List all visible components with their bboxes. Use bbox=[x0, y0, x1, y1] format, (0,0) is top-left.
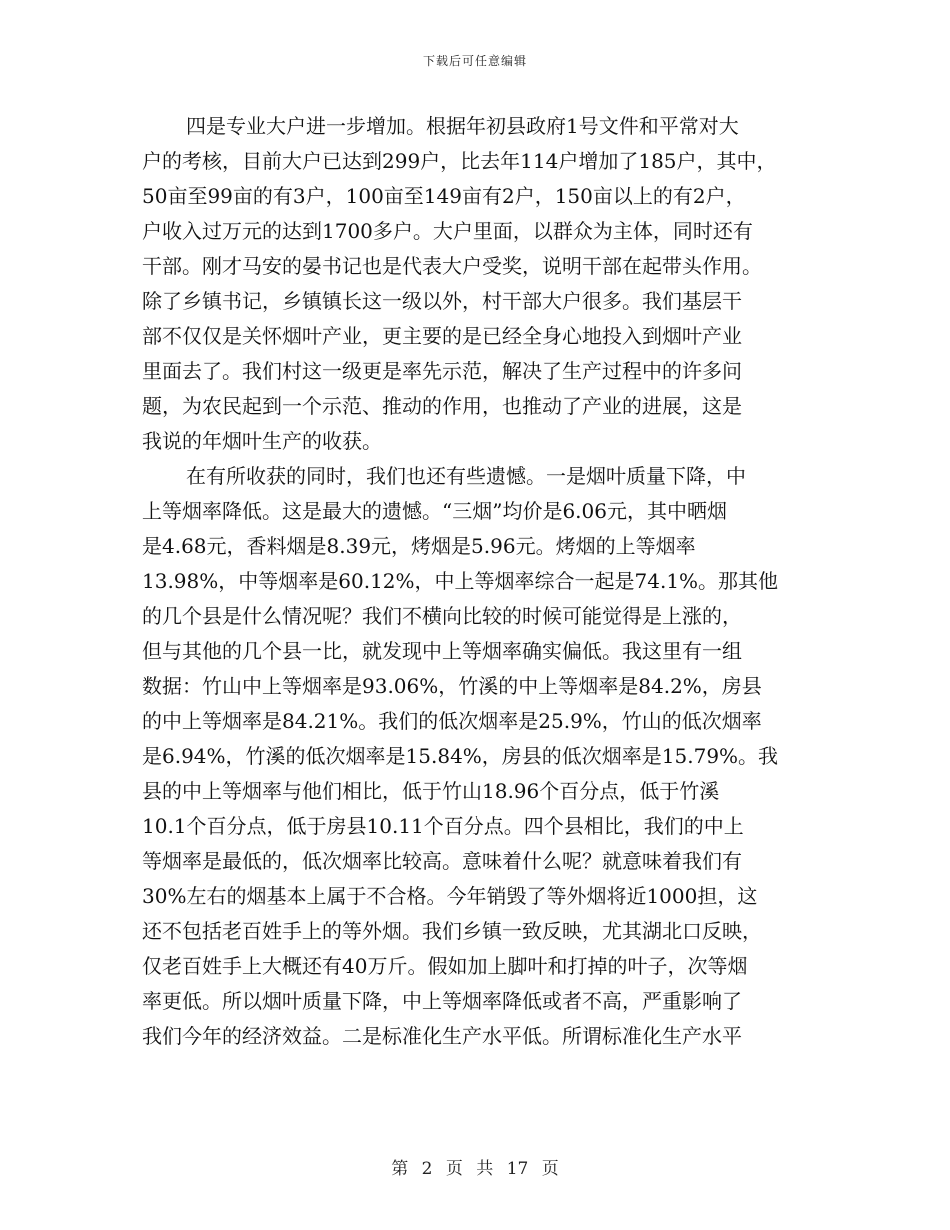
text-line: 题，为农民起到一个示范、推动的作用，也推动了产业的进展，这是 bbox=[142, 394, 742, 418]
text-line: 我说的年烟叶生产的收获。 bbox=[142, 429, 382, 453]
text-line: 部不仅仅是关怀烟叶产业，更主要的是已经全身心地投入到烟叶产业 bbox=[142, 324, 742, 348]
text-line: 仅老百姓手上大概还有40万斤。假如加上脚叶和打掉的叶子，次等烟 bbox=[142, 954, 748, 978]
text-line: 的中上等烟率是84.21%。我们的低次烟率是25.9%，竹山的低次烟率 bbox=[142, 709, 762, 733]
text-line: 上等烟率降低。这是最大的遗憾。“三烟”均价是6.06元，其中晒烟 bbox=[142, 499, 727, 523]
text-line: 是4.68元，香料烟是8.39元，烤烟是5.96元。烤烟的上等烟率 bbox=[142, 534, 696, 558]
text-line: 在有所收获的同时，我们也还有些遗憾。一是烟叶质量下降，中 bbox=[186, 464, 746, 488]
text-line: 干部。刚才马安的晏书记也是代表大户受奖，说明干部在起带头作用。 bbox=[142, 254, 762, 278]
document-body bbox=[142, 109, 832, 1054]
text-line: 率更低。所以烟叶质量下降，中上等烟率降低或者不高，严重影响了 bbox=[142, 989, 742, 1013]
page-number-footer: 第 2 页 共 17 页 bbox=[391, 1159, 559, 1179]
text-line: 除了乡镇书记，乡镇镇长这一级以外，村干部大户很多。我们基层干 bbox=[142, 289, 742, 313]
text-line: 是6.94%，竹溪的低次烟率是15.84%，房县的低次烟率是15.79%。我 bbox=[142, 744, 779, 768]
text-line: 户的考核，目前大户已达到299户，比去年114户增加了185户，其中， bbox=[142, 149, 777, 173]
text-line: 10.1个百分点，低于房县10.11个百分点。四个县相比，我们的中上 bbox=[142, 814, 744, 838]
text-line: 里面去了。我们村这一级更是率先示范，解决了生产过程中的许多问 bbox=[142, 359, 742, 383]
text-line: 50亩至99亩的有3户，100亩至149亩有2户，150亩以上的有2户， bbox=[142, 184, 746, 208]
text-line: 还不包括老百姓手上的等外烟。我们乡镇一致反映，尤其湖北口反映， bbox=[142, 919, 762, 943]
text-line: 等烟率是最低的，低次烟率比较高。意味着什么呢？就意味着我们有 bbox=[142, 849, 742, 873]
page-header-note: 下载后可任意编辑 bbox=[422, 54, 527, 68]
text-line: 户收入过万元的达到1700多户。大户里面，以群众为主体，同时还有 bbox=[142, 219, 753, 243]
text-line: 四是专业大户进一步增加。根据年初县政府1号文件和平常对大 bbox=[186, 114, 739, 138]
text-line: 但与其他的几个县一比，就发现中上等烟率确实偏低。我这里有一组 bbox=[142, 639, 742, 663]
text-line: 我们今年的经济效益。二是标准化生产水平低。所谓标准化生产水平 bbox=[142, 1024, 742, 1048]
text-line: 数据：竹山中上等烟率是93.06%，竹溪的中上等烟率是84.2%，房县 bbox=[142, 674, 762, 698]
text-line: 13.98%，中等烟率是60.12%，中上等烟率综合一起是74.1%。那其他 bbox=[142, 569, 779, 593]
text-line: 30%左右的烟基本上属于不合格。今年销毁了等外烟将近1000担，这 bbox=[142, 884, 758, 908]
text-line: 县的中上等烟率与他们相比，低于竹山18.96个百分点，低于竹溪 bbox=[142, 779, 720, 803]
text-line: 的几个县是什么情况呢？我们不横向比较的时候可能觉得是上涨的， bbox=[142, 604, 742, 628]
